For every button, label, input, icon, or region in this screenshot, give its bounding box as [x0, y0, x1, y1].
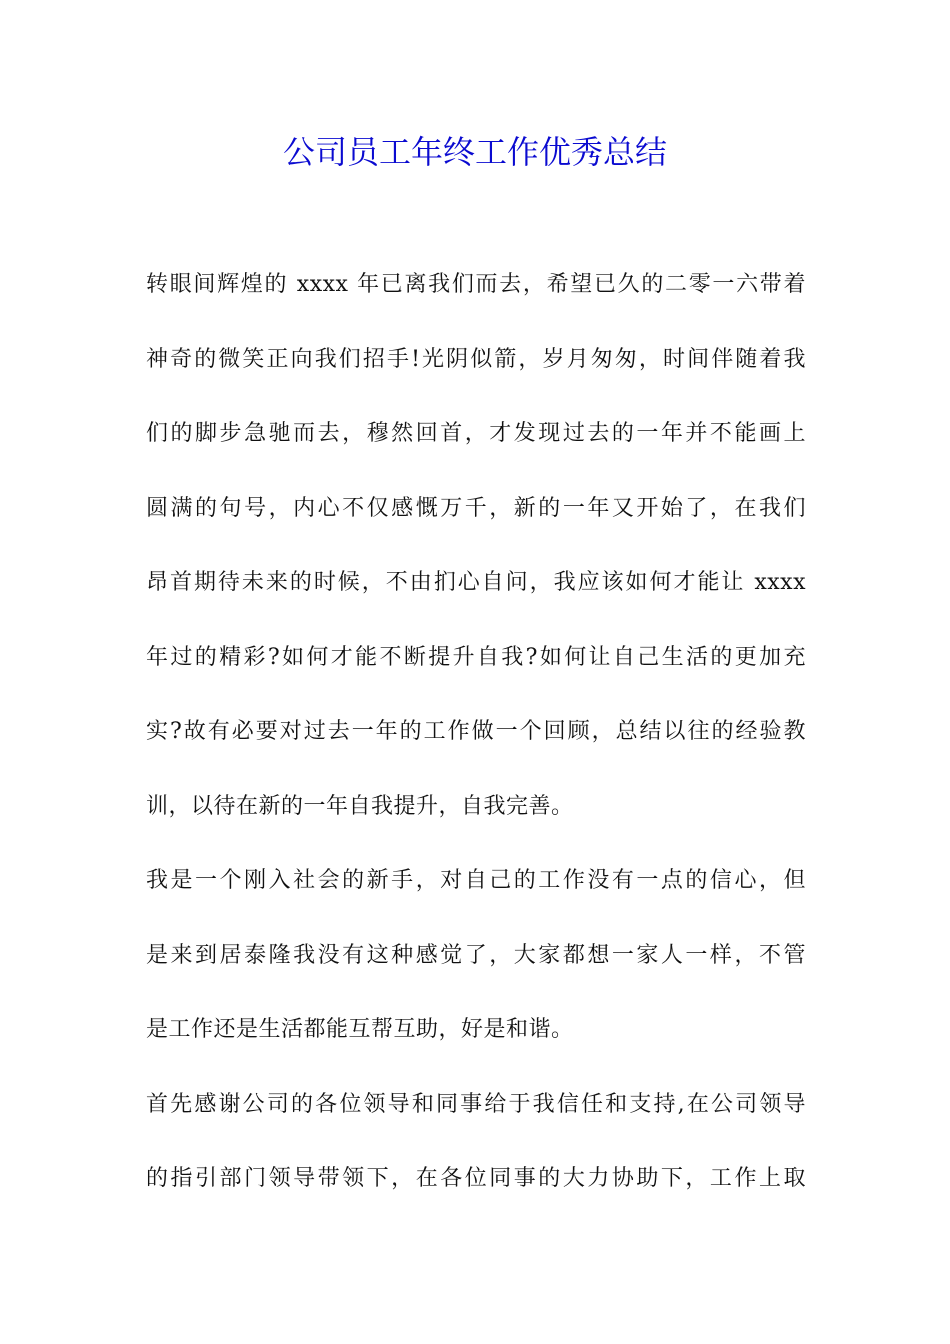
paragraph-2-line-1: 我是一个刚入社会的新手，对自己的工作没有一点的信心，但: [146, 868, 806, 893]
paragraph-3-line-1: 首先感谢公司的各位领导和同事给于我信任和支持,在公司领导: [146, 1091, 806, 1117]
paragraph-1-line-5: 昂首期待未来的时候，不由扪心自问，我应该如何才能让 xxxx: [146, 570, 806, 595]
paragraph-2-line-2: 是来到居泰隆我没有这种感觉了，大家都想一家人一样，不管: [146, 942, 806, 968]
paragraph-1-line-3: 们的脚步急驰而去，穆然回首，才发现过去的一年并不能画上: [146, 421, 806, 446]
document-body: [146, 263, 806, 1232]
paragraph-1-line-6: 年过的精彩?如何才能不断提升自我?如何让自己生活的更加充: [146, 644, 806, 670]
document-title: 公司员工年终工作优秀总结: [282, 133, 667, 171]
paragraph-1-line-7: 实?故有必要对过去一年的工作做一个回顾，总结以往的经验教: [146, 719, 806, 744]
paragraph-1-line-4: 圆满的句号，内心不仅感慨万千，新的一年又开始了，在我们: [146, 495, 806, 521]
paragraph-1-line-2: 神奇的微笑正向我们招手!光阴似箭，岁月匆匆，时间伴随着我: [146, 346, 806, 372]
paragraph-1-line-1: 转眼间辉煌的 xxxx 年已离我们而去，希望已久的二零一六带着: [146, 272, 806, 297]
paragraph-1-line-8: 训，以待在新的一年自我提升，自我完善。: [146, 793, 574, 819]
paragraph-2-line-3: 是工作还是生活都能互帮互助，好是和谐。: [146, 1017, 574, 1042]
paragraph-3-line-2: 的指引部门领导带领下，在各位同事的大力协助下，工作上取: [146, 1166, 806, 1191]
